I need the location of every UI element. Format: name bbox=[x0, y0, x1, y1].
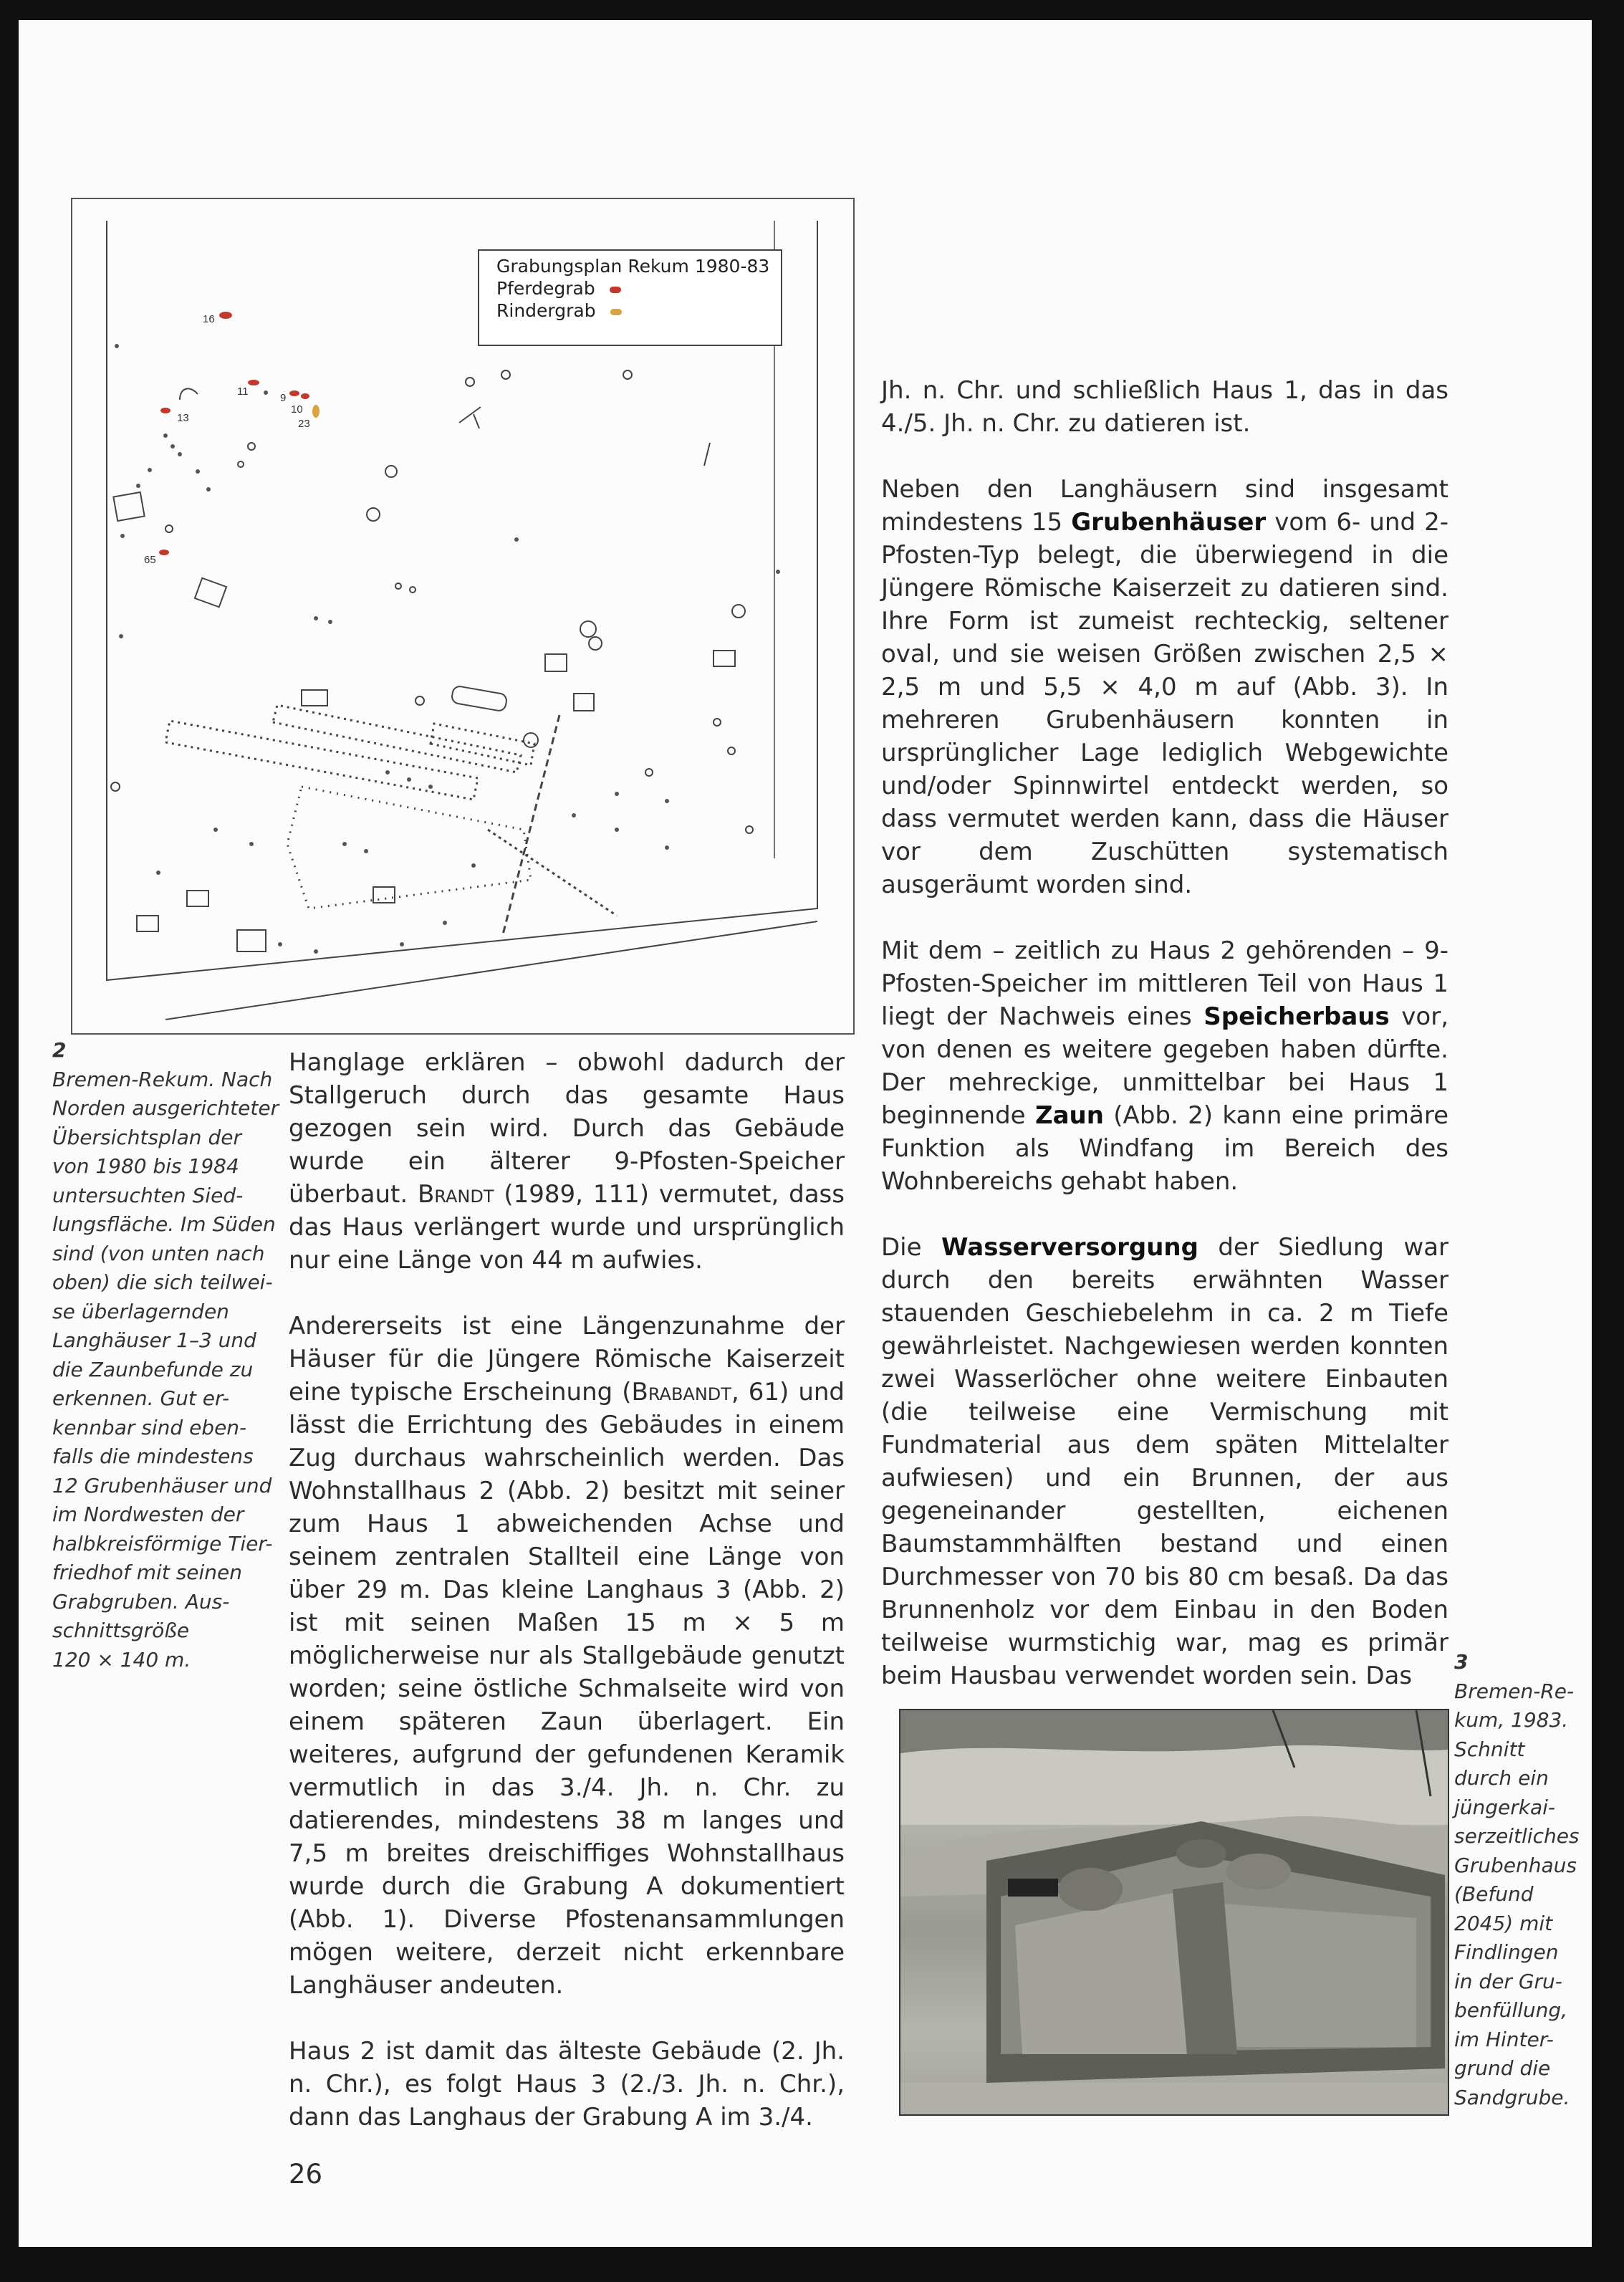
caption-line: kum, 1983. bbox=[1454, 1708, 1569, 1732]
plan-label: 65 bbox=[144, 554, 156, 566]
caption-line: friedhof mit seinen bbox=[52, 1561, 243, 1584]
caption-line: von 1980 bis 1984 bbox=[52, 1154, 239, 1178]
orange-dot-icon bbox=[610, 309, 622, 315]
paragraph: Hanglage erklären – obwohl dadurch der Stallgeruch durch das gesamte Haus gezogen sein wird. Durch das Gebäude wurde ein älterer 9-Pfosten-Speicher überbaut. Brandt (1989, 111) vermutet, dass das Haus verlängert wurde und ursprünglich nur eine Länge von 44 m aufwies. bbox=[289, 1048, 845, 1275]
horse-grave-marker bbox=[301, 393, 309, 399]
plan-label: 9 bbox=[280, 392, 287, 404]
pit-house bbox=[451, 686, 507, 712]
plan-label: 16 bbox=[203, 313, 215, 325]
caption-line: Findlingen bbox=[1454, 1940, 1559, 1964]
paragraph: Die Wasserversorgung der Siedlung war durch den bereits erwähnten Wasser stauenden Geschiebelehm in ca. 2 m Tiefe gewährleistet. Nachgewiesen werden konnten zwei Wasserlöcher ohne weitere Einbauten (die teilweise eine Vermischung mit Fundmaterial aus dem späten Mittelalter aufwiesen) und ein Brunnen, der aus gegeneinander gestellten, eichenen Baumstammhälften bestand und einen Durchmesser von 70 bis 80 cm besaß. Da das Brunnenholz vor dem Einbau in den Boden teilweise wurmstichig war, mag es primär beim Hausbau verwendet worden sein. Das bbox=[881, 1233, 1449, 1690]
caption-line: Langhäuser 1–3 und bbox=[52, 1328, 256, 1352]
caption-line: durch ein bbox=[1454, 1766, 1549, 1790]
plan-legend bbox=[478, 249, 782, 346]
author-citation: Brandt bbox=[417, 1180, 494, 1209]
excavation-plan-figure bbox=[71, 198, 855, 1035]
bold-term: Speicherbaus bbox=[1203, 1002, 1390, 1031]
pit-house bbox=[195, 578, 226, 608]
longhouse-3 bbox=[431, 724, 534, 765]
caption-line: sind (von unten nach bbox=[52, 1241, 265, 1265]
page bbox=[19, 20, 1592, 2247]
caption-line: Schnitt bbox=[1454, 1737, 1525, 1761]
caption-number: 3 bbox=[1454, 1650, 1469, 1674]
caption-line: in der Gru- bbox=[1454, 1969, 1562, 1993]
caption-line: die Zaunbefunde zu bbox=[52, 1357, 254, 1381]
caption-line: Grabgruben. Aus- bbox=[52, 1589, 230, 1614]
plan-label: 10 bbox=[291, 403, 303, 416]
fence-line bbox=[287, 787, 531, 909]
plan-label: 23 bbox=[298, 418, 310, 430]
caption-line: erkennen. Gut er- bbox=[52, 1386, 230, 1410]
paragraph: Jh. n. Chr. und schließlich Haus 1, das in das 4./5. Jh. n. Chr. zu datieren ist. bbox=[881, 376, 1448, 438]
legend-label: Pferdegrab bbox=[496, 278, 595, 299]
red-dot-icon bbox=[610, 287, 621, 293]
caption-number: 2 bbox=[52, 1038, 67, 1062]
bold-term: Wasserversorgung bbox=[941, 1233, 1198, 1262]
pit-house bbox=[373, 887, 395, 903]
caption-line: Grubenhaus bbox=[1454, 1853, 1577, 1877]
pit-house bbox=[545, 654, 567, 671]
caption-line: kennbar sind eben- bbox=[52, 1415, 247, 1439]
excavation-photo bbox=[899, 1709, 1449, 2116]
figure-3-caption bbox=[1454, 1648, 1590, 2112]
plan-label: 13 bbox=[177, 412, 189, 424]
pit-house bbox=[187, 891, 208, 906]
caption-line: Bremen-Re- bbox=[1454, 1679, 1575, 1703]
caption-line: schnittsgröße bbox=[52, 1619, 190, 1642]
pit-house bbox=[137, 916, 158, 931]
caption-line: benfüllung, bbox=[1454, 1998, 1568, 2022]
caption-line: Norden ausgerichteter bbox=[52, 1096, 279, 1120]
caption-line: grund die bbox=[1454, 2056, 1551, 2080]
text-column-2 bbox=[881, 374, 1448, 1692]
caption-line: jüngerkai- bbox=[1454, 1795, 1556, 1819]
text-column-1 bbox=[289, 1046, 845, 2134]
legend-item-horse-grave bbox=[496, 277, 781, 299]
plan-label: 11 bbox=[237, 385, 249, 398]
page-number: 26 bbox=[289, 2159, 323, 2190]
caption-line: 120 × 140 m. bbox=[52, 1647, 191, 1672]
caption-line: untersuchten Sied- bbox=[52, 1183, 244, 1207]
legend-item-cattle-grave bbox=[496, 299, 781, 322]
caption-line: falls die mindestens bbox=[52, 1444, 254, 1468]
legend-label: Rindergrab bbox=[496, 300, 596, 321]
caption-line: serzeitliches bbox=[1454, 1824, 1580, 1848]
paragraph: Haus 2 ist damit das älteste Gebäude (2. Jh. n. Chr.), es folgt Haus 3 (2./3. Jh. n. Chr.), dann das Langhaus der Grabung A im 3./4. bbox=[289, 2037, 845, 2132]
bold-term: Grubenhäuser bbox=[1071, 508, 1267, 537]
caption-line: oben) die sich teilwei- bbox=[52, 1270, 273, 1294]
figure-2-caption bbox=[52, 1036, 289, 1674]
paragraph: Neben den Langhäusern sind insgesamt mindestens 15 Grubenhäuser vom 6- und 2-Pfosten-Typ belegt, die überwiegend in die Jüngere Römische Kaiserzeit zu datieren sind. Ihre Form ist zumeist rechteckig, seltener oval, und sie weisen Größen zwischen 2,5 × 2,5 m und 5,5 × 4,0 m auf (Abb. 3). In mehreren Grubenhäusern konnten in ursprünglicher Lage lediglich Webgewichte und/oder Spinnwirtel entdeckt werden, so dass vermutet werden kann, dass die Häuser vor dem Zuschütten systematisch ausgeräumt worden sind. bbox=[881, 475, 1448, 899]
pit-house-photo-drawing bbox=[900, 1710, 1448, 2114]
caption-line: im Nordwesten der bbox=[52, 1502, 244, 1526]
pit-house bbox=[713, 651, 735, 666]
caption-line: lungsfläche. Im Süden bbox=[52, 1212, 276, 1236]
caption-line: Übersichtsplan der bbox=[52, 1125, 241, 1149]
caption-line: halbkreisförmige Tier- bbox=[52, 1531, 273, 1555]
cattle-grave-marker bbox=[312, 405, 319, 418]
horse-grave-marker bbox=[159, 550, 169, 555]
horse-grave-marker bbox=[289, 390, 299, 396]
horse-grave-marker bbox=[248, 380, 259, 385]
caption-line: Bremen-Rekum. Nach bbox=[52, 1067, 273, 1091]
pit-house bbox=[113, 492, 144, 521]
caption-line: 12 Grubenhäuser und bbox=[52, 1473, 272, 1497]
caption-line: im Hinter- bbox=[1454, 2027, 1554, 2051]
caption-line: se überlagernden bbox=[52, 1299, 229, 1323]
longhouse-2 bbox=[273, 705, 521, 772]
pit-house bbox=[302, 690, 327, 706]
horse-grave-marker bbox=[219, 312, 232, 319]
pit-house bbox=[237, 930, 266, 951]
paragraph: Mit dem – zeitlich zu Haus 2 gehörenden – 9-Pfosten-Speicher im mittleren Teil von Haus 1 liegt der Nachweis eines Speicherbaus vor, von denen es weitere gegeben haben dürfte. Der mehreckige, unmittelbar bei Haus 1 beginnende Zaun (Abb. 2) kann eine primäre Funktion als Windfang im Bereich des Wohnbereichs gehabt haben. bbox=[881, 936, 1449, 1196]
pit-house bbox=[574, 694, 594, 711]
horse-grave-marker bbox=[160, 408, 170, 413]
bold-term: Zaun bbox=[1034, 1101, 1104, 1130]
legend-title: Grabungsplan Rekum 1980-83 bbox=[496, 256, 770, 277]
caption-line: 2045) mit bbox=[1454, 1911, 1553, 1935]
caption-line: (Befund bbox=[1454, 1882, 1534, 1906]
caption-line: Sandgrube. bbox=[1454, 2085, 1570, 2109]
paragraph: Andererseits ist eine Längenzunahme der Häuser für die Jüngere Römische Kaiserzeit eine typische Erscheinung (Brabandt, 61) und lässt die Errichtung des Gebäudes in einem Zug durchaus wahrscheinlich werden. Das Wohnstallhaus 2 (Abb. 2) besitzt mit seiner zum Haus 1 abweichenden Achse und seinem zentralen Stallteil eine Länge von über 29 m. Das kleine Langhaus 3 (Abb. 2) ist mit seinen Maßen 15 m × 5 m möglicherweise nur als Stallgebäude genutzt worden; seine östliche Schmalseite wird von einem späteren Zaun überlagert. Ein weiteres, aufgrund der gefundenen Keramik vermutlich in das 3./4. Jh. n. Chr. zu datierendes, mindestens 38 m langes und 7,5 m breites dreischiffiges Wohnstallhaus wurde durch die Grabung A dokumentiert (Abb. 1). Diverse Pfostenansammlungen mögen weitere, derzeit nicht erkennbare Langhäuser andeuten. bbox=[289, 1312, 845, 2000]
author-citation: Brabandt bbox=[631, 1378, 731, 1406]
